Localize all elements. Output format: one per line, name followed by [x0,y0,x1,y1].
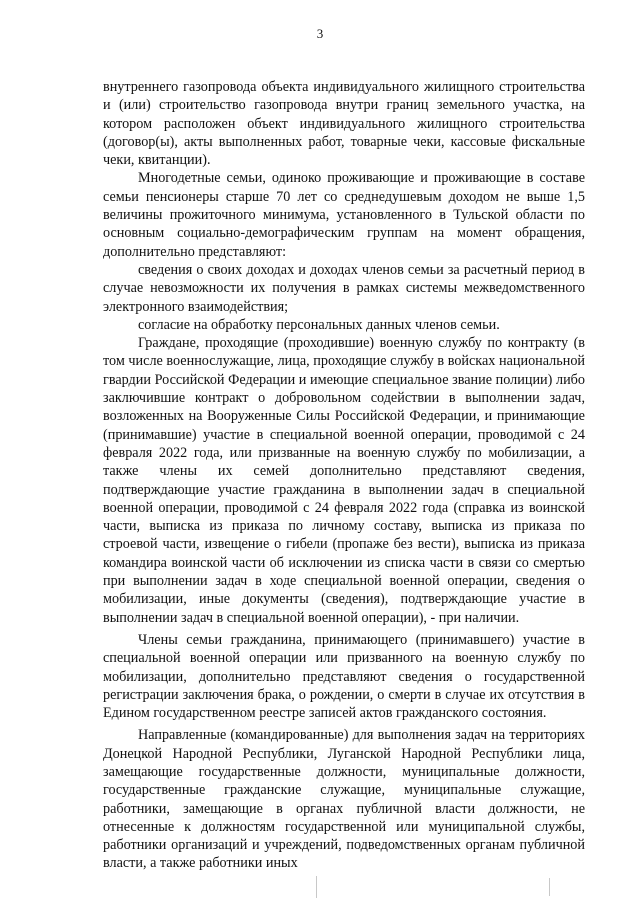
page-number: 3 [316,26,324,41]
paragraph-large-families: Многодетные семьи, одиноко проживающие и проживающие в составе семьи пенсионеры старше 70 лет со среднедушевым доходом не выше 1,5 величины прожиточного минимума, установленного в Тульской области по основным социально-демографическим группам на момент обращения, дополнительно представляют: [103,170,585,260]
paragraph-family-members: Члены семьи гражданина, принимающего (принимавшего) участие в специальной военной операции или призванного на военную службу по мобилизации, дополнительно представляют сведения о государственной регистрации заключения брака, о рождении, о смерти в случае их отсутствия в Едином государственном реестре записей актов гражданского состояния. [103,631,585,722]
paragraph-consent: согласие на обработку персональных данных членов семьи. [138,316,500,333]
paragraph-income-info: сведения о своих доходах и доходах членов семьи за расчетный период в случае невозможности их получения в рамках системы межведомственного электронного взаимодействия; [103,261,585,315]
document-body [103,78,585,873]
scan-mark-left [316,876,317,898]
paragraph-gas-pipeline-docs: внутреннего газопровода объекта индивидуального жилищного строительства и (или) строительство газопровода внутри границ земельного участка, на котором расположен объект индивидуального жилищного строительства (договор(ы), акты выполненных работ, товарные чеки, кассовые фискальные чеки, квитанции). [103,79,585,169]
scan-mark-right [549,878,550,896]
paragraph-military-service: Граждане, проходящие (проходившие) военную службу по контракту (в том числе военнослужащие, лица, проходящие службу в войсках национальной гвардии Российской Федерации и имеющие специальное звание полиции) либо заключившие контракт о добровольном содействии в выполнении задач, возложенных на Вооруженные Силы Российской Федерации, и принимающие (принимавшие) участие в специальной военной операции, проводимой с 24 февраля 2022 года, или призванные на военную службу по мобилизации, а также члены их семей дополнительно представляют сведения, подтверждающие участие гражданина в выполнении задач в специальной военной операции, проводимой с 24 февраля 2022 года (справка из воинской части, выписка из приказа по личному составу, выписка из приказа по строевой части, извещение о гибели (пропаже без вести), выписка из приказа командира воинской части об исключении из списка части в связи со смертью при выполнении задач в ходе специальной военной операции, сведения о мобилизации, иные документы (сведения), подтверждающие участие в выполнении задач в специальной военной операции), - при наличии. [103,335,585,626]
paragraph-seconded-persons: Направленные (командированные) для выполнения задач на территориях Донецкой Народной Республики, Луганской Народной Республики лица, замещающие государственные должности, муниципальные должности, государственные гражданские служащие, муниципальные служащие, работники, замещающие в органах публичной власти должности, не отнесенные к должностям государственной или муниципальной службы, работники организаций и учреждений, подведомственных органам публичной власти, а также работники иных [103,727,585,872]
